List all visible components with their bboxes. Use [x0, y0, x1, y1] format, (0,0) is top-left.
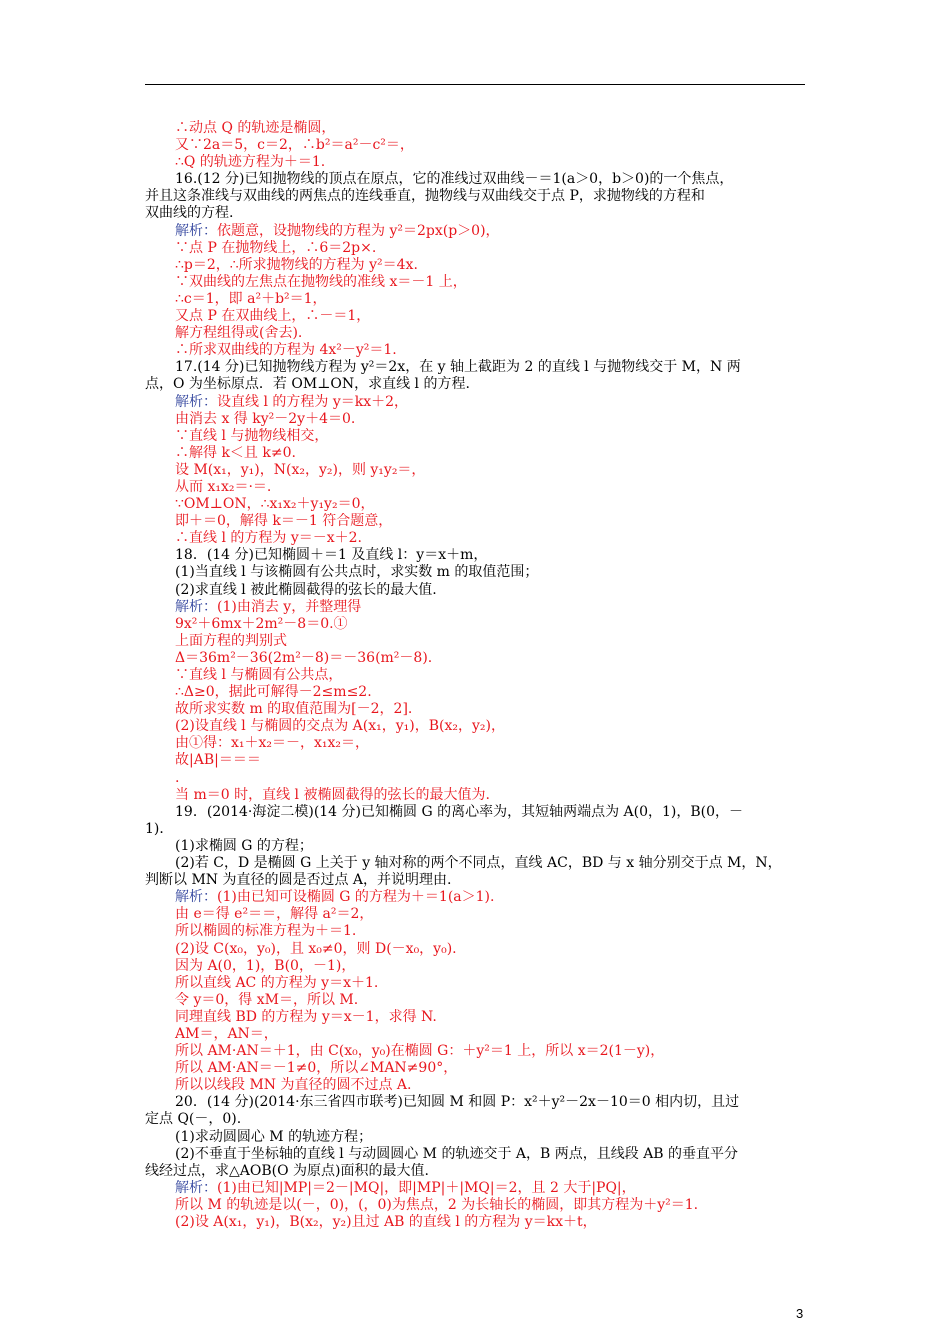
line-text: ∵直线 l 与椭圆有公共点，: [175, 667, 343, 683]
line-text: ∵OM⊥ON，∴x₁x₂＋y₁y₂＝0，: [175, 496, 375, 513]
text-line: [145, 1060, 807, 1077]
text-line: [145, 975, 807, 992]
line-text: 所以以线段 MN 为直径的圆不过点 A.: [175, 1077, 412, 1094]
text-line: [145, 376, 807, 393]
text-line: [145, 1111, 807, 1128]
line-text: 所以 AM·AN＝＋1，由 C(x₀，y₀)在椭圆 G：＋y²＝1 上，所以 x＝2(1－y)，: [175, 1043, 665, 1060]
line-text: 从而 x₁x₂＝·＝.: [175, 478, 272, 495]
text-line: [145, 291, 807, 308]
line-text: 所以椭圆的标准方程为＋＝1.: [175, 923, 357, 940]
text-line: [145, 154, 807, 171]
line-text: 19．(2014·海淀二模)(14 分)已知椭圆 G 的离心率为，其短轴两端点为 A(0，1)，B(0，－: [175, 803, 744, 820]
text-line: [145, 872, 807, 889]
text-line: [145, 188, 807, 205]
solution-label: 解析：: [175, 598, 217, 615]
line-text: 所以 M 的轨迹是以(－，0)，(，0)为焦点，2 为长轴长的椭圆，即其方程为＋y²＝1.: [175, 1196, 699, 1213]
text-line: [145, 718, 807, 735]
text-line: [145, 411, 807, 428]
text-line: [145, 359, 807, 376]
text-line: [145, 274, 807, 291]
text-line: [145, 1009, 807, 1026]
line-text: 当 m＝0 时，直线 l 被椭圆截得的弦长的最大值为.: [175, 786, 490, 803]
text-line: [145, 616, 807, 633]
line-text: AM＝，AN＝，: [175, 1025, 278, 1042]
line-text: 上面方程的判别式: [175, 632, 287, 649]
line-text: 双曲线的方程.: [145, 205, 234, 222]
line-text: (1)由已知可设椭圆 G 的方程为＋＝1(a＞1).: [217, 889, 495, 906]
line-text: .: [175, 769, 180, 786]
line-text: 所以直线 AC 的方程为 y＝x＋1.: [175, 974, 379, 991]
text-line: [145, 205, 807, 222]
text-line: [145, 701, 807, 718]
line-text: ∴所求双曲线的方程为 4x²－y²＝1.: [175, 342, 397, 359]
line-text: ∴直线 l 的方程为 y＝－x＋2.: [175, 530, 362, 547]
line-text: 由 e＝得 e²＝＝，解得 a²＝2，: [175, 906, 374, 923]
line-text: 判断以 MN 为直径的圆是否过点 A，并说明理由.: [145, 872, 452, 889]
line-text: 并且这条准线与双曲线的两焦点的连线垂直，抛物线与双曲线交于点 P，求抛物线的方程和: [145, 188, 705, 205]
line-text: 由①得：x₁＋x₂＝－，x₁x₂＝，: [175, 735, 370, 752]
page-number: 3: [796, 1306, 804, 1321]
line-text: (1)求动圆圆心 M 的轨迹方程；: [175, 1128, 373, 1145]
line-text: (1)由消去 y，并整理得: [217, 598, 362, 615]
solution-label: 解析：: [175, 1179, 217, 1196]
text-line: [145, 1026, 807, 1043]
text-line: [145, 1094, 807, 1111]
text-line: [145, 650, 807, 667]
line-text: (1)由已知|MP|＝2－|MQ|，即|MP|＋|MQ|＝2，且 2 大于|PQ|，: [217, 1179, 636, 1196]
text-line: [145, 821, 807, 838]
text-line: [145, 1214, 807, 1231]
text-line: [145, 479, 807, 496]
line-text: ∴解得 k＜且 k≠0.: [175, 444, 296, 461]
line-text: 16.(12 分)已知抛物线的顶点在原点，它的准线过双曲线－＝1(a＞0，b＞0)的一个焦点，: [175, 171, 734, 188]
solution-label: 解析：: [175, 393, 217, 410]
line-text: ∵双曲线的左焦点在抛物线的准线 x＝－1 上，: [175, 273, 467, 290]
line-text: 又∵2a＝5，c＝2，∴b²＝a²－c²＝，: [175, 137, 414, 154]
line-text: (2)设 A(x₁，y₁)，B(x₂，y₂)且过 AB 的直线 l 的方程为 y＝kx＋t，: [175, 1214, 597, 1230]
line-text: 依题意，设抛物线的方程为 y²＝2px(p＞0)，: [217, 222, 500, 239]
text-line: [145, 992, 807, 1009]
text-line: [145, 1043, 807, 1060]
text-line: [145, 257, 807, 274]
line-text: 设 M(x₁，y₁)，N(x₂，y₂)，则 y₁y₂＝，: [175, 461, 426, 478]
line-text: ∴c＝1，即 a²＋b²＝1，: [175, 290, 327, 307]
line-text: Δ＝36m²－36(2m²－8)＝－36(m²－8).: [175, 649, 433, 666]
line-text: (2)求直线 l 被此椭圆截得的弦长的最大值.: [175, 581, 437, 598]
text-line: [145, 770, 807, 787]
text-line: [145, 171, 807, 188]
text-line: [145, 1163, 807, 1180]
text-line: [145, 394, 807, 411]
line-text: ∵直线 l 与抛物线相交，: [175, 427, 329, 444]
text-line: [145, 855, 807, 872]
text-line: [145, 513, 807, 530]
text-line: [145, 735, 807, 752]
line-text: 17.(14 分)已知抛物线方程为 y²＝2x，在 y 轴上截距为 2 的直线 l 与抛物线交于 M，N 两: [175, 359, 741, 376]
line-text: ∴Q 的轨迹方程为＋＝1.: [175, 154, 326, 171]
text-line: [145, 838, 807, 855]
text-line: [145, 958, 807, 975]
text-line: [145, 752, 807, 769]
line-text: 又点 P 在双曲线上，∴－＝1，: [175, 308, 371, 325]
line-text: 解方程组得或(舍去).: [175, 325, 303, 342]
text-line: [145, 804, 807, 821]
text-line: [145, 599, 807, 616]
line-text: 故|AB|＝＝＝: [175, 752, 261, 769]
line-text: 由消去 x 得 ky²－2y＋4＝0.: [175, 410, 356, 427]
text-line: [145, 137, 807, 154]
line-text: 即＋＝0，解得 k＝－1 符合题意，: [175, 513, 393, 530]
line-text: (1)当直线 l 与该椭圆有公共点时，求实数 m 的取值范围；: [175, 564, 539, 581]
line-text: (2)若 C，D 是椭圆 G 上关于 y 轴对称的两个不同点，直线 AC，BD 与 x 轴分别交于点 M，N，: [175, 855, 782, 872]
text-line: [145, 1146, 807, 1163]
line-text: 9x²＋6mx＋2m²－8＝0.①: [175, 615, 348, 632]
line-text: 令 y＝0，得 xM＝，所以 M.: [175, 991, 359, 1008]
line-text: 点，O 为坐标原点．若 OM⊥ON，求直线 l 的方程.: [145, 376, 470, 393]
text-line: [145, 530, 807, 547]
text-line: [145, 1197, 807, 1214]
text-line: [145, 633, 807, 650]
line-text: 所以 AM·AN＝－1≠0，所以∠MAN≠90°，: [175, 1060, 458, 1077]
line-text: 1)．: [145, 820, 174, 837]
document-body: [145, 120, 807, 1231]
text-line: [145, 342, 807, 359]
text-line: [145, 462, 807, 479]
text-line: [145, 1129, 807, 1146]
text-line: [145, 445, 807, 462]
text-line: [145, 547, 807, 564]
line-text: 同理直线 BD 的方程为 y＝x－1，求得 N.: [175, 1008, 437, 1025]
text-line: [145, 667, 807, 684]
line-text: (2)不垂直于坐标轴的直线 l 与动圆圆心 M 的轨迹交于 A，B 两点，且线段 AB 的垂直平分: [175, 1145, 739, 1162]
text-line: [145, 120, 807, 137]
line-text: (2)设 C(x₀，y₀)，且 x₀≠0，则 D(－x₀，y₀).: [175, 940, 457, 957]
line-text: 设直线 l 的方程为 y＝kx＋2，: [217, 393, 409, 410]
line-text: ∴动点 Q 的轨迹是椭圆，: [175, 120, 336, 136]
line-text: 20．(14 分)(2014·东三省四市联考)已知圆 M 和圆 P：x²＋y²－2x－10＝0 相内切，且过: [175, 1094, 740, 1111]
text-line: [145, 906, 807, 923]
line-text: 18．(14 分)已知椭圆＋＝1 及直线 l：y＝x＋m，: [175, 547, 488, 564]
line-text: 故所求实数 m 的取值范围为[－2，2].: [175, 701, 413, 718]
line-text: 因为 A(0，1)，B(0，－1)，: [175, 957, 356, 974]
line-text: (1)求椭圆 G 的方程；: [175, 837, 313, 854]
header-rule: [145, 84, 805, 85]
line-text: ∵点 P 在抛物线上，∴6＝2p×.: [175, 239, 377, 256]
text-line: [145, 428, 807, 445]
text-line: [145, 889, 807, 906]
text-line: [145, 325, 807, 342]
text-line: [145, 684, 807, 701]
text-line: [145, 240, 807, 257]
solution-label: 解析：: [175, 222, 217, 239]
text-line: [145, 564, 807, 581]
line-text: (2)设直线 l 与椭圆的交点为 A(x₁，y₁)，B(x₂，y₂)，: [175, 718, 505, 735]
text-line: [145, 308, 807, 325]
text-line: [145, 1180, 807, 1197]
text-line: [145, 787, 807, 804]
text-line: [145, 223, 807, 240]
line-text: 线经过点，求△AOB(O 为原点)面积的最大值.: [145, 1162, 429, 1179]
text-line: [145, 496, 807, 513]
line-text: 定点 Q(－，0).: [145, 1111, 242, 1128]
line-text: ∴Δ≥0，据此可解得－2≤m≤2.: [175, 684, 372, 701]
text-line: [145, 1077, 807, 1094]
text-line: [145, 582, 807, 599]
solution-label: 解析：: [175, 889, 217, 906]
text-line: [145, 923, 807, 940]
line-text: ∴p＝2，∴所求抛物线的方程为 y²＝4x.: [175, 256, 418, 273]
text-line: [145, 941, 807, 958]
